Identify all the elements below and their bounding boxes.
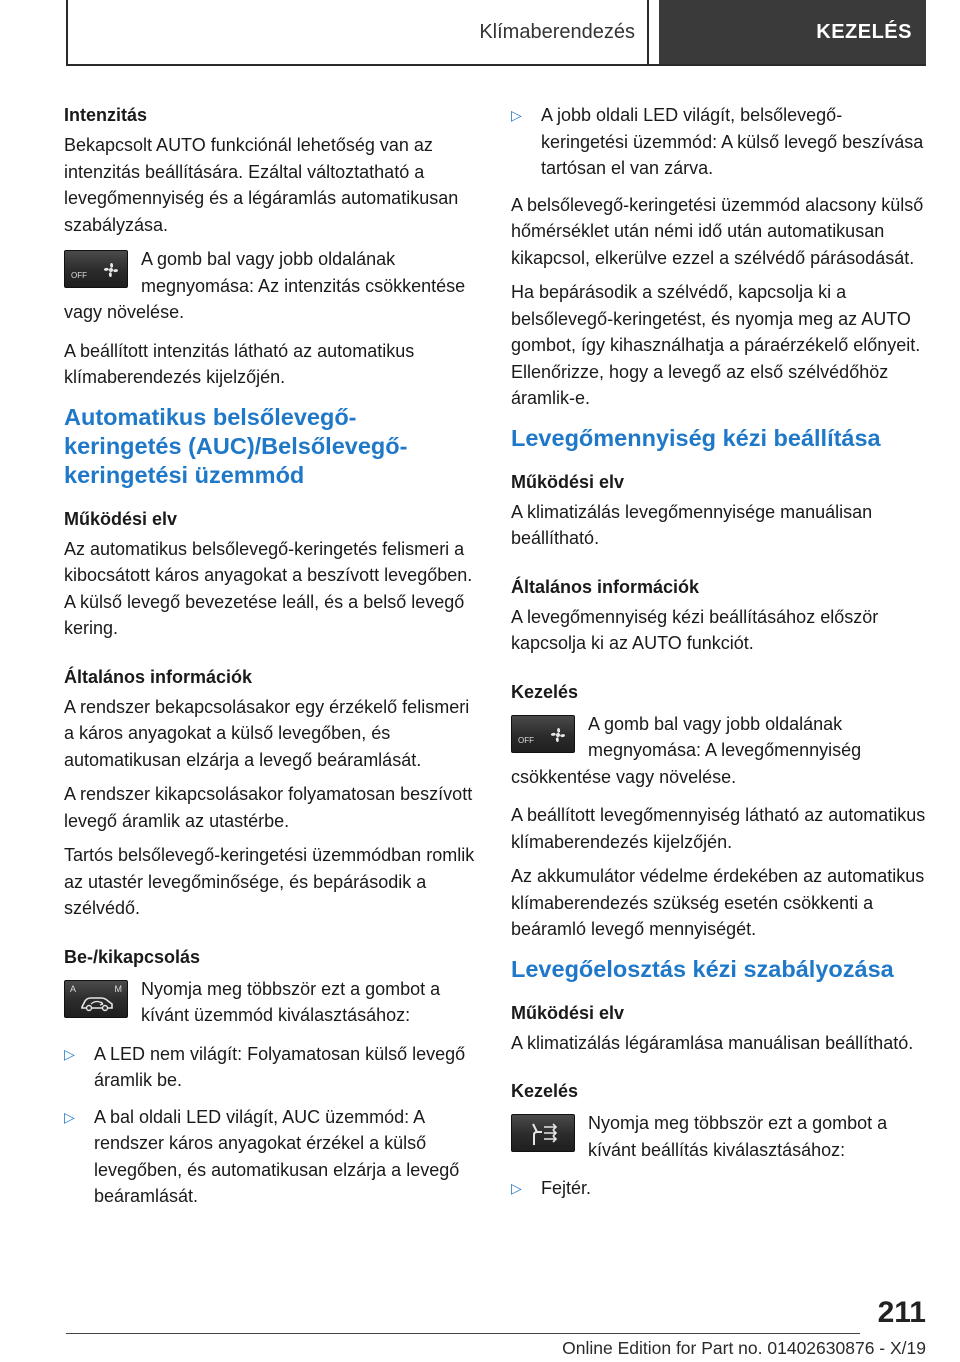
levego-mukodesi-heading: Működési elv xyxy=(511,471,625,492)
levego-mukodesi-text: A klimatizálás levegőmennyisége manuálisan beállítható. xyxy=(511,501,873,548)
triangle-right-icon: ▷ xyxy=(511,107,522,123)
auc-altalanos-p3: Tartós belsőlevegő-keringetési üzemmódban romlik az utastér levegőminősége, és bepárásodik a szélvédő. xyxy=(64,845,475,918)
fan-icon xyxy=(101,260,121,280)
off-label: OFF xyxy=(518,735,534,745)
levego-kezeles-heading: Kezelés xyxy=(511,681,579,702)
elosztas-section-title: Levegőelosztás kézi szabályozása xyxy=(511,955,894,982)
list-item: ▷ A jobb oldali LED világít, belsőlevegő-keringetési üzemmód: A külső levegő beszívása tartósan el van zárva. xyxy=(511,102,929,182)
triangle-right-icon: ▷ xyxy=(511,1180,522,1196)
airvolume-button-block xyxy=(511,711,929,791)
right-column xyxy=(511,102,929,1212)
auc-title-line-1: Automatikus belsőlevegő- xyxy=(64,403,357,430)
list-item: ▷ Fejtér. xyxy=(511,1175,929,1202)
levego-section-title: Levegőmennyiség kézi beállítása xyxy=(511,424,881,451)
seat-airflow-icon xyxy=(528,1121,560,1147)
auc-altalanos-p2: A rendszer kikapcsolásakor folyamatosan beszívott levegő áramlik az utastérbe. xyxy=(64,784,473,831)
footer-edition: Online Edition for Part no. 01402630876 - X/19 xyxy=(562,1338,926,1358)
header-divider xyxy=(66,64,926,66)
auc-bekikapcs-heading: Be-/kikapcsolás xyxy=(64,946,201,967)
recirc-button-image xyxy=(64,980,128,1018)
intensity-button-block xyxy=(64,246,482,326)
intensity-button-text: A gomb bal vagy jobb oldalának megnyomása: Az intenzitás csökkentése vagy növelése. xyxy=(64,249,466,322)
auc-section-title xyxy=(64,403,482,490)
airvolume-button-text: A gomb bal vagy jobb oldalának megnyomása: A levegőmennyiség csökkentése vagy növelése. xyxy=(511,713,862,787)
elosztas-mukodesi-heading: Működési elv xyxy=(511,1002,625,1023)
airflow-button-image xyxy=(511,1114,575,1152)
elosztas-mukodesi-text: A klimatizálás légáramlása manuálisan beállítható. xyxy=(511,1032,914,1053)
recirc-button-block xyxy=(64,976,482,1029)
elosztas-kezeles-heading: Kezelés xyxy=(511,1081,579,1101)
header-mid-rule xyxy=(647,0,649,65)
list-item: ▷ A bal oldali LED világít, AUC üzemmód: A rendszer káros anyagokat érzékel a külső levegőben, és automatikusan elzárja a levegő beáramlását. xyxy=(64,1104,482,1210)
auc-title-line-2: keringetés (AUC)/Belsőlevegő- xyxy=(64,432,408,459)
fan-button-image xyxy=(511,715,575,753)
m-label: M xyxy=(114,983,122,994)
defog-paragraph: Ha bepárásodik a szélvédő, kapcsolja ki a belsőlevegő-keringetést, és nyomja meg az AUTO gombot, így kihasználhatja a páraérzékelő előnyeit. Ellenőrizze, hogy a levegő az első szélvédőhöz áramlik-e. xyxy=(511,282,921,408)
header-section-title: Klímaberendezés xyxy=(479,20,635,43)
off-label: OFF xyxy=(71,271,87,280)
footer-divider xyxy=(66,1333,860,1334)
auc-altalanos-p1: A rendszer bekapcsolásakor egy érzékelő felismeri a káros anyagokat a külső levegőben, és automatikusan elzárja a levegő beáramlását. xyxy=(64,696,470,770)
auc-altalanos-heading: Általános információk xyxy=(64,666,253,687)
recirc-auto-off-paragraph: A belsőlevegő-keringetési üzemmód alacsony külső hőmérséklet után némi idő után automatikusan kikapcsol, elkerülve ezzel a szélvédő párásodását. xyxy=(511,194,924,268)
page-number: 211 xyxy=(877,1296,926,1329)
airflow-button-text: Nyomja meg többször ezt a gombot a kívánt beállítás kiválasztásához: xyxy=(588,1113,888,1160)
recirc-button-text: Nyomja meg többször ezt a gombot a kívánt üzemmód kiválasztásához: xyxy=(141,978,441,1025)
airflow-mode-list xyxy=(511,1175,929,1202)
auc-mukodesi-heading: Működési elv xyxy=(64,508,178,529)
auc-mode-list-continued xyxy=(511,102,929,182)
a-label: A xyxy=(70,983,77,994)
auc-mukodesi-text: Az automatikus belsőlevegő-keringetés felismeri a kibocsátott káros anyagokat a beszívott levegőben. A külső levegő bevezetése leáll, és a belső levegő kering. xyxy=(64,538,473,638)
levego-altalanos-heading: Általános információk xyxy=(511,576,700,597)
list-item: ▷ A LED nem világít: Folyamatosan külső levegő áramlik be. xyxy=(64,1041,482,1094)
triangle-right-icon: ▷ xyxy=(64,1045,75,1062)
fan-button-image xyxy=(64,250,128,288)
intenzitas-display-paragraph: A beállított intenzitás látható az automatikus klímaberendezés kijelzőjén. xyxy=(64,340,415,387)
levego-display-paragraph: A beállított levegőmennyiség látható az automatikus klímaberendezés kijelzőjén. xyxy=(511,805,926,852)
car-recirculation-icon xyxy=(79,993,115,1013)
intenzitas-paragraph: Bekapcsolt AUTO funkciónál lehetőség van az intenzitás beállítására. Ezáltal változtatható a levegőmennyiség és a légáramlás automatikusan szabályzása. xyxy=(64,135,459,235)
left-column xyxy=(64,102,482,1220)
triangle-right-icon: ▷ xyxy=(64,1108,75,1125)
levego-altalanos-text: A levegőmennyiség kézi beállításához először kapcsolja ki az AUTO funkciót. xyxy=(511,606,879,653)
fan-icon xyxy=(548,725,568,745)
header-chapter-tab: KEZELÉS xyxy=(659,0,926,64)
auc-mode-list xyxy=(64,1041,482,1210)
levego-battery-paragraph: Az akkumulátor védelme érdekében az automatikus klímaberendezés szükség esetén csökkenti a beáramló levegő mennyiségét. xyxy=(511,866,925,939)
intenzitas-heading: Intenzitás xyxy=(64,105,148,125)
airflow-button-block xyxy=(511,1110,929,1163)
auc-title-line-3: keringetési üzemmód xyxy=(64,461,305,488)
